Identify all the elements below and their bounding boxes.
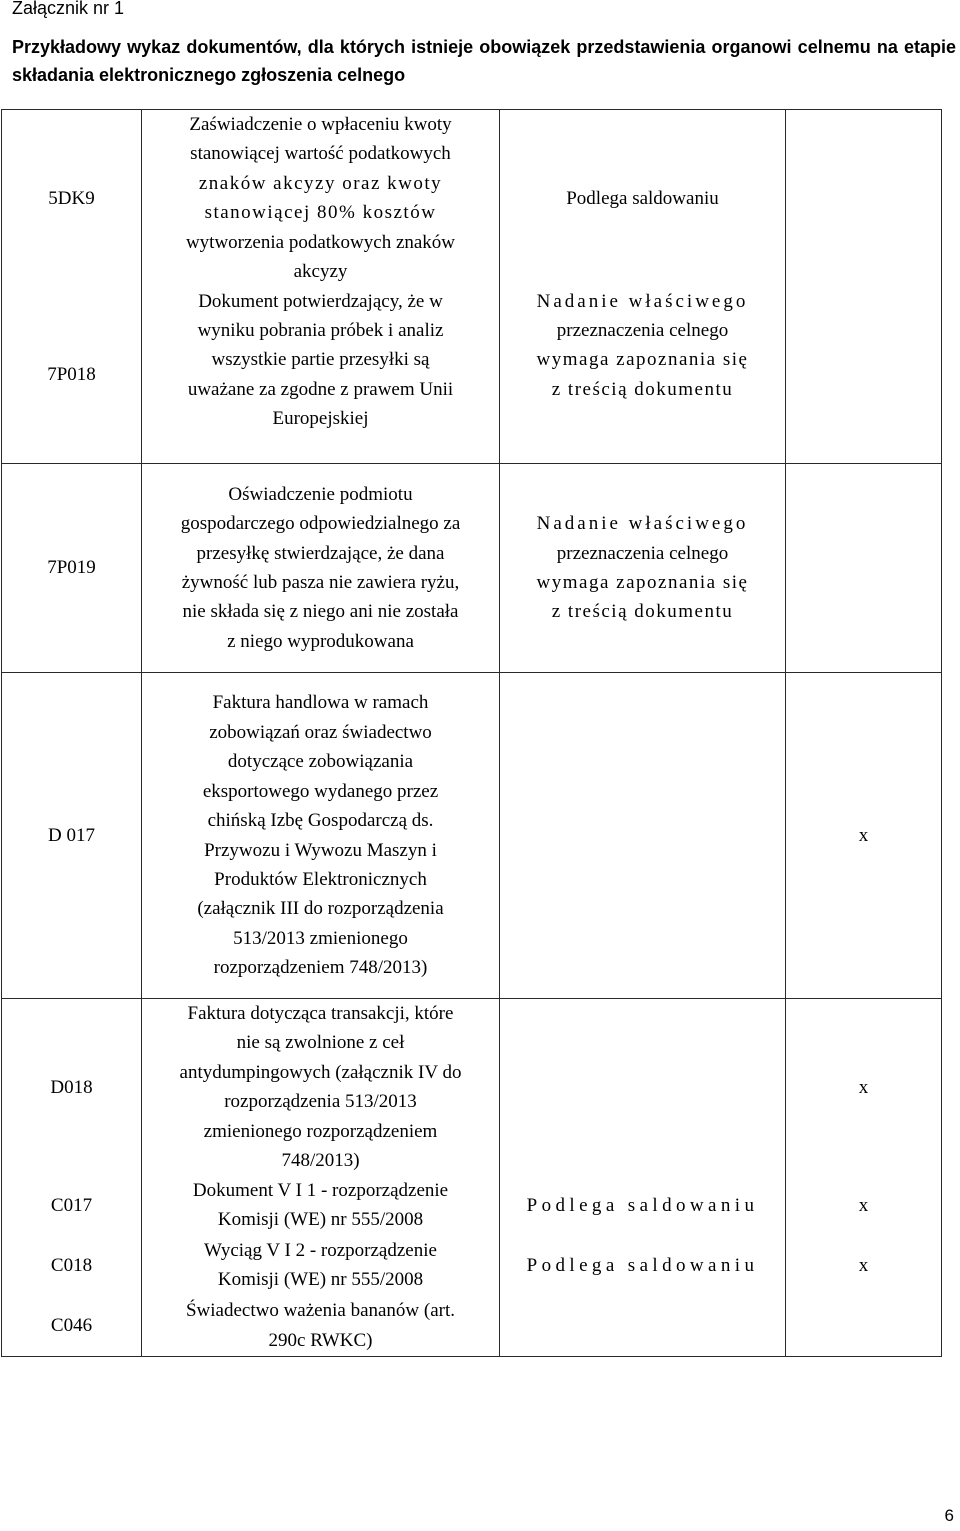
documents-table — [1, 109, 942, 1357]
table-row — [2, 1235, 942, 1295]
document-heading: Przykładowy wykaz dokumentów, dla których istnieje obowiązek przedstawienia organowi celnemu na etapie składania elektronicznego zgłoszenia celnego — [12, 37, 956, 85]
page-number: 6 — [944, 1506, 954, 1525]
document-mark — [786, 287, 942, 464]
document-condition: Nadanie właściwego przeznaczenia celnego wymaga zapoznania się z treścią dokumentu — [500, 287, 786, 464]
table-row — [2, 110, 942, 287]
document-condition — [500, 1295, 786, 1356]
document-mark — [786, 1295, 942, 1356]
document-code: 7P018 — [2, 287, 142, 464]
table-row — [2, 1175, 942, 1235]
document-condition: Nadanie właściwego przeznaczenia celnego wymaga zapoznania się z treścią dokumentu — [500, 464, 786, 673]
table-row — [2, 673, 942, 999]
document-condition — [500, 673, 786, 999]
document-code: D 017 — [2, 673, 142, 999]
document-condition — [500, 999, 786, 1176]
document-code: D018 — [2, 999, 142, 1176]
document-code: C017 — [2, 1175, 142, 1235]
document-mark — [786, 464, 942, 673]
table-row — [2, 464, 942, 673]
document-description: Wyciąg V I 2 - rozporządzenie Komisji (WE) nr 555/2008 — [142, 1235, 500, 1295]
document-mark: x — [786, 999, 942, 1176]
document-condition: Podlega saldowaniu — [500, 1235, 786, 1295]
document-description: Faktura handlowa w ramach zobowiązań oraz świadectwo dotyczące zobowiązania eksportowego wydanego przez chińską Izbę Gospodarczą ds. Przywozu i Wywozu Maszyn i Produktów Elektronicznych (załącznik III do rozporządzenia 513/2013 zmienionego rozporządzeniem 748/2013) — [142, 673, 500, 999]
document-description: Zaświadczenie o wpłaceniu kwoty stanowiącej wartość podatkowych znaków akcyzy oraz kwoty stanowiącej 80% kosztów wytworzenia podatkowych znaków akcyzy — [142, 110, 500, 287]
document-code: 5DK9 — [2, 110, 142, 287]
document-code: C018 — [2, 1235, 142, 1295]
document-code: C046 — [2, 1295, 142, 1356]
document-condition: Podlega saldowaniu — [500, 110, 786, 287]
document-description: Dokument potwierdzający, że w wyniku pobrania próbek i analiz wszystkie partie przesyłki są uważane za zgodne z prawem Unii Europejskiej — [142, 287, 500, 464]
table-row — [2, 1295, 942, 1356]
document-description: Świadectwo ważenia bananów (art. 290c RWKC) — [142, 1295, 500, 1356]
document-description: Faktura dotycząca transakcji, które nie są zwolnione z ceł antydumpingowych (załącznik IV do rozporządzenia 513/2013 zmienionego rozporządzeniem 748/2013) — [142, 999, 500, 1176]
document-mark: x — [786, 1235, 942, 1295]
document-mark: x — [786, 1175, 942, 1235]
table-row — [2, 999, 942, 1176]
table-row — [2, 287, 942, 464]
document-mark — [786, 110, 942, 287]
annex-label: Załącznik nr 1 — [12, 0, 125, 18]
document-mark: x — [786, 673, 942, 999]
document-code: 7P019 — [2, 464, 142, 673]
document-description: Oświadczenie podmiotu gospodarczego odpowiedzialnego za przesyłkę stwierdzające, że dana żywność lub pasza nie zawiera ryżu, nie składa się z niego ani nie została z niego wyprodukowana — [142, 464, 500, 673]
document-description: Dokument V I 1 - rozporządzenie Komisji (WE) nr 555/2008 — [142, 1175, 500, 1235]
document-condition: Podlega saldowaniu — [500, 1175, 786, 1235]
